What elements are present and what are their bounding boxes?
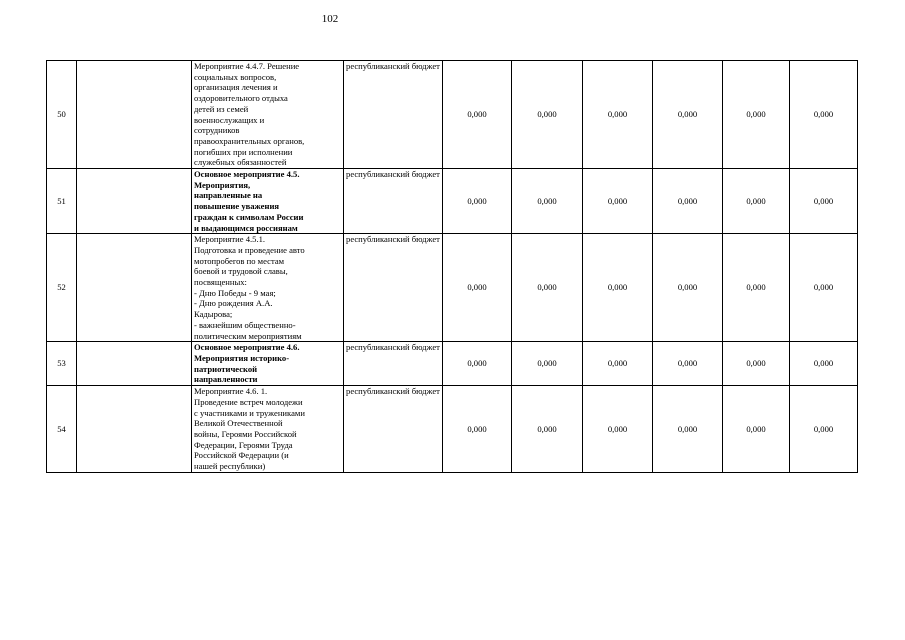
activity-description	[192, 386, 344, 473]
description-line: патриотической	[194, 363, 258, 374]
description-line: Мероприятия,	[194, 179, 251, 190]
amount-value: 0,000	[790, 386, 858, 473]
table-body	[47, 61, 858, 473]
amount-value: 0,000	[653, 169, 723, 234]
table-row	[47, 386, 858, 473]
row-number: 51	[47, 169, 77, 234]
amount-value: 0,000	[583, 234, 653, 342]
table-row	[47, 234, 858, 342]
description-line: и выдающимся россиянам	[194, 222, 298, 233]
activity-description	[192, 234, 344, 342]
amount-value: 0,000	[723, 61, 790, 169]
activity-description	[192, 342, 344, 386]
amount-value: 0,000	[790, 61, 858, 169]
amount-value: 0,000	[583, 386, 653, 473]
amount-value: 0,000	[512, 386, 583, 473]
amount-value: 0,000	[583, 342, 653, 386]
description-line: Мероприятие 4.4.7. Решение	[194, 61, 300, 71]
page-number: 102	[321, 13, 339, 25]
description-line: Основное мероприятие 4.6.	[194, 342, 300, 353]
description-line: Мероприятие 4.6. 1.	[194, 386, 268, 397]
amount-value: 0,000	[512, 61, 583, 169]
row-number: 54	[47, 386, 77, 473]
amount-value: 0,000	[790, 234, 858, 342]
amount-value: 0,000	[443, 234, 512, 342]
description-line: - Дню рождения А.А.	[194, 298, 273, 309]
description-line: направленности	[194, 374, 258, 385]
description-line: Основное мероприятие 4.5.	[194, 169, 300, 180]
amount-value: 0,000	[512, 169, 583, 234]
table-row	[47, 342, 858, 386]
budget-table	[46, 60, 858, 473]
amount-value: 0,000	[512, 342, 583, 386]
description-line: сотрудников	[194, 125, 240, 136]
description-line: с участниками и тружениками	[194, 407, 305, 418]
row-number: 50	[47, 61, 77, 169]
description-line: правоохранительных органов,	[194, 135, 305, 146]
funding-source: республиканский бюджет	[344, 342, 443, 386]
amount-value: 0,000	[583, 169, 653, 234]
amount-value: 0,000	[512, 234, 583, 342]
description-line: Кадырова;	[194, 309, 233, 320]
description-line: детей из семей	[194, 103, 249, 114]
empty-cell	[77, 342, 192, 386]
funding-source: республиканский бюджет	[344, 386, 443, 473]
description-line: погибших при исполнении	[194, 146, 293, 157]
amount-value: 0,000	[583, 61, 653, 169]
empty-cell	[77, 169, 192, 234]
funding-source: республиканский бюджет	[344, 61, 443, 169]
amount-value: 0,000	[723, 342, 790, 386]
funding-source: республиканский бюджет	[344, 234, 443, 342]
empty-cell	[77, 234, 192, 342]
row-number: 52	[47, 234, 77, 342]
amount-value: 0,000	[653, 386, 723, 473]
description-line: служебных обязанностей	[194, 157, 287, 168]
description-line: посвященных:	[194, 277, 247, 288]
amount-value: 0,000	[790, 169, 858, 234]
amount-value: 0,000	[443, 386, 512, 473]
row-number: 53	[47, 342, 77, 386]
amount-value: 0,000	[443, 342, 512, 386]
description-line: Проведение встреч молодежи	[194, 396, 303, 407]
description-line: оздоровительного отдыха	[194, 93, 288, 104]
amount-value: 0,000	[653, 342, 723, 386]
description-line: войны, Героями Российской	[194, 428, 297, 439]
description-line: - важнейшим общественно-	[194, 319, 296, 330]
activity-description	[192, 61, 344, 169]
description-line: организация лечения и	[194, 82, 278, 93]
amount-value: 0,000	[723, 169, 790, 234]
table-row	[47, 61, 858, 169]
description-line: Мероприятия историко-	[194, 352, 290, 363]
amount-value: 0,000	[653, 234, 723, 342]
empty-cell	[77, 61, 192, 169]
description-line: Федерации, Героями Труда	[194, 439, 293, 450]
funding-source: республиканский бюджет	[344, 169, 443, 234]
description-line: Великой Отечественной	[194, 418, 283, 429]
amount-value: 0,000	[723, 234, 790, 342]
description-line: нашей республики)	[194, 461, 266, 472]
amount-value: 0,000	[443, 61, 512, 169]
description-line: - Дню Победы - 9 мая;	[194, 287, 276, 298]
description-line: граждан к символам России	[194, 211, 304, 222]
description-line: Подготовка и проведение авто	[194, 244, 305, 255]
description-line: мотопробегов по местам	[194, 255, 285, 266]
description-line: повышение уважения	[194, 201, 280, 212]
amount-value: 0,000	[443, 169, 512, 234]
description-line: Мероприятие 4.5.1.	[194, 234, 266, 245]
description-line: направленные на	[194, 190, 263, 201]
amount-value: 0,000	[723, 386, 790, 473]
empty-cell	[77, 386, 192, 473]
description-line: военнослужащих и	[194, 114, 265, 125]
description-line: политическим мероприятиям	[194, 330, 302, 341]
activity-description	[192, 169, 344, 234]
amount-value: 0,000	[790, 342, 858, 386]
table-row	[47, 169, 858, 234]
amount-value: 0,000	[653, 61, 723, 169]
description-line: боевой и трудовой славы,	[194, 266, 288, 277]
description-line: Российской Федерации (и	[194, 450, 289, 461]
description-line: социальных вопросов,	[194, 71, 277, 82]
